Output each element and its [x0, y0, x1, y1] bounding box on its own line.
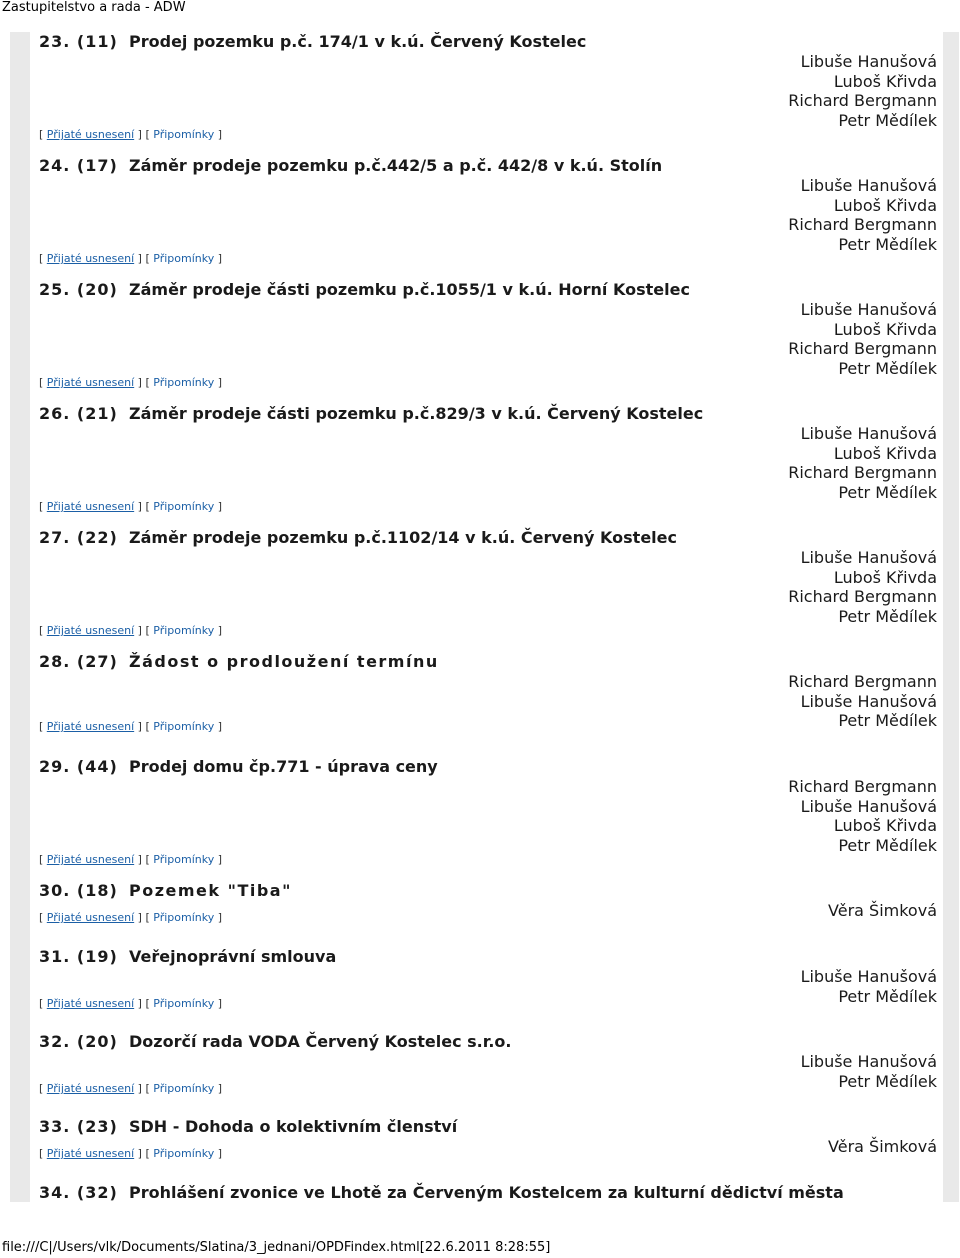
bracket: ] [217, 997, 223, 1010]
agenda-item-header [30, 404, 943, 424]
agenda-item-number: 31. (19) [39, 947, 118, 966]
agenda-item-header [30, 881, 943, 901]
bracket: ] [217, 128, 223, 141]
agenda-item-title: Pozemek "Tiba" [129, 881, 292, 900]
agenda-item [30, 1117, 943, 1160]
speaker-name: Petr Mědílek [838, 110, 937, 130]
bracket: ] [137, 252, 142, 265]
bracket: [ [39, 911, 44, 924]
speaker-list [30, 424, 943, 502]
bracket: [ [145, 1147, 150, 1160]
agenda-item-title: Záměr prodeje části pozemku p.č.1055/1 v k.ú. Horní Kostelec [129, 280, 690, 299]
accepted-resolution-link[interactable]: Přijaté usnesení [46, 997, 135, 1010]
agenda-item-header [30, 652, 943, 672]
speaker-name: Richard Bergmann [788, 463, 937, 482]
file-path: file:///C|/Users/vlk/Documents/Slatina/3_jednani/OPDFindex.html[22.6.2011 8:28:55] [2, 1240, 551, 1255]
bracket: ] [217, 1082, 223, 1095]
bracket: [ [145, 1082, 150, 1095]
speaker-name: Petr Mědílek [838, 835, 937, 855]
agenda-item-number: 27. (22) [39, 528, 118, 547]
speaker-name: Petr Mědílek [838, 482, 937, 502]
bracket: ] [217, 500, 223, 513]
bracket: [ [145, 997, 150, 1010]
agenda-item-title: Prodej pozemku p.č. 174/1 v k.ú. Červený Kostelec [129, 32, 587, 51]
speaker-name: Petr Mědílek [838, 358, 937, 378]
agenda-item-number: 33. (23) [39, 1117, 118, 1136]
bracket: [ [145, 911, 150, 924]
left-margin-bar [10, 32, 30, 1202]
item-links [30, 997, 222, 1011]
agenda-item-header [30, 947, 943, 967]
agenda-item-number: 28. (27) [39, 652, 118, 671]
accepted-resolution-link[interactable]: Přijaté usnesení [46, 624, 135, 637]
comments-link[interactable]: Připomínky [153, 1082, 215, 1095]
agenda-item-header [30, 1117, 943, 1137]
agenda-item-title: Žádost o prodloužení termínu [129, 652, 439, 671]
agenda-item-title: Záměr prodeje pozemku p.č.442/5 a p.č. 442/8 v k.ú. Stolín [129, 156, 663, 175]
comments-link[interactable]: Připomínky [153, 128, 215, 141]
accepted-resolution-link[interactable]: Přijaté usnesení [46, 1147, 135, 1160]
comments-link[interactable]: Připomínky [153, 500, 215, 513]
speaker-name: Věra Šimková [828, 1137, 937, 1156]
bracket: ] [137, 997, 142, 1010]
bracket: [ [39, 1147, 44, 1160]
speaker-name: Luboš Křivda [833, 816, 937, 835]
bracket: [ [39, 997, 44, 1010]
bracket: ] [217, 624, 223, 637]
bracket: ] [137, 500, 142, 513]
bracket: [ [39, 853, 44, 866]
bracket: ] [137, 853, 142, 866]
speaker-name: Luboš Křivda [833, 319, 937, 339]
accepted-resolution-link[interactable]: Přijaté usnesení [46, 911, 135, 924]
comments-link[interactable]: Připomínky [153, 997, 215, 1010]
agenda-item [30, 32, 943, 141]
bracket: [ [145, 252, 150, 265]
bracket: ] [217, 252, 223, 265]
agenda-item [30, 652, 943, 731]
bracket: ] [137, 376, 142, 389]
speaker-name: Libuše Hanušová [800, 300, 937, 319]
speaker-name: Richard Bergmann [788, 339, 937, 358]
speaker-name: Libuše Hanušová [800, 691, 937, 711]
agenda-item [30, 404, 943, 513]
comments-link[interactable]: Připomínky [153, 853, 215, 866]
agenda-item-number: 24. (17) [39, 156, 118, 175]
speaker-name: Luboš Křivda [833, 443, 937, 463]
comments-link[interactable]: Připomínky [153, 252, 215, 265]
bracket: [ [145, 376, 150, 389]
comments-link[interactable]: Připomínky [153, 1147, 215, 1160]
bracket: [ [145, 624, 150, 637]
speaker-name: Petr Mědílek [838, 986, 937, 1006]
speaker-name: Richard Bergmann [788, 215, 937, 234]
bracket: [ [145, 720, 150, 733]
item-links [30, 1147, 222, 1161]
right-scrollbar[interactable] [943, 32, 959, 1202]
window-title: Zastupitelstvo a rada - ADW [2, 0, 186, 15]
agenda-item [30, 947, 943, 1010]
speaker-list [30, 777, 943, 855]
agenda-item-number: 26. (21) [39, 404, 118, 423]
item-links [30, 252, 222, 266]
bracket: ] [137, 624, 142, 637]
agenda-item-header [30, 1032, 943, 1052]
speaker-list [30, 52, 943, 130]
agenda-item-title: Záměr prodeje pozemku p.č.1102/14 v k.ú. Červený Kostelec [129, 528, 677, 547]
bracket: ] [217, 911, 223, 924]
speaker-name: Petr Mědílek [838, 234, 937, 254]
agenda-item-title: Veřejnoprávní smlouva [129, 947, 337, 966]
speaker-list [30, 176, 943, 254]
bracket: ] [137, 911, 142, 924]
item-links [30, 911, 222, 925]
speaker-list [30, 300, 943, 378]
accepted-resolution-link[interactable]: Přijaté usnesení [46, 853, 135, 866]
agenda-item-title: Prohlášení zvonice ve Lhotě za Červeným Kostelcem za kulturní dědictví města [129, 1183, 844, 1202]
speaker-name: Richard Bergmann [788, 91, 937, 110]
comments-link[interactable]: Připomínky [153, 624, 215, 637]
speaker-name: Libuše Hanušová [800, 1052, 937, 1071]
bracket: [ [39, 376, 44, 389]
agenda-item-header [30, 32, 943, 52]
agenda-item [30, 528, 943, 637]
speaker-name: Libuše Hanušová [800, 176, 937, 195]
agenda-item-title: Prodej domu čp.771 - úprava ceny [129, 757, 438, 776]
bracket: ] [137, 720, 142, 733]
speaker-name: Libuše Hanušová [800, 796, 937, 816]
agenda-item-title: SDH - Dohoda o kolektivním členství [129, 1117, 458, 1136]
bracket: ] [137, 1082, 142, 1095]
agenda-item-number: 32. (20) [39, 1032, 118, 1051]
speaker-name: Richard Bergmann [788, 587, 937, 606]
agenda-item [30, 280, 943, 389]
comments-link[interactable]: Připomínky [153, 720, 215, 733]
item-links [30, 1082, 222, 1096]
bracket: [ [39, 500, 44, 513]
bracket: [ [145, 500, 150, 513]
speaker-name: Libuše Hanušová [800, 548, 937, 567]
accepted-resolution-link[interactable]: Přijaté usnesení [46, 252, 135, 265]
comments-link[interactable]: Připomínky [153, 376, 215, 389]
speaker-name: Petr Mědílek [838, 1071, 937, 1091]
bracket: ] [137, 1147, 142, 1160]
agenda-item-number: 34. (32) [39, 1183, 118, 1202]
bracket: ] [137, 128, 142, 141]
item-links [30, 376, 222, 390]
agenda-item-number: 23. (11) [39, 32, 118, 51]
agenda-item [30, 156, 943, 265]
bracket: [ [39, 624, 44, 637]
bracket: [ [145, 128, 150, 141]
bracket: [ [39, 1082, 44, 1095]
item-links [30, 720, 222, 734]
agenda-item-header [30, 757, 943, 777]
agenda-item-title: Záměr prodeje části pozemku p.č.829/3 v k.ú. Červený Kostelec [129, 404, 704, 423]
speaker-name: Petr Mědílek [838, 606, 937, 626]
agenda-list [30, 32, 943, 1202]
speaker-name: Richard Bergmann [788, 777, 937, 796]
agenda-item-header [30, 156, 943, 176]
comments-link[interactable]: Připomínky [153, 911, 215, 924]
bracket: ] [217, 1147, 223, 1160]
agenda-item-number: 29. (44) [39, 757, 118, 776]
speaker-name: Richard Bergmann [788, 672, 937, 691]
accepted-resolution-link[interactable]: Přijaté usnesení [46, 720, 135, 733]
speaker-name: Libuše Hanušová [800, 424, 937, 443]
accepted-resolution-link[interactable]: Přijaté usnesení [46, 1082, 135, 1095]
agenda-item-header [30, 280, 943, 300]
speaker-name: Petr Mědílek [838, 711, 937, 730]
bracket: [ [145, 853, 150, 866]
bracket: ] [217, 376, 223, 389]
accepted-resolution-link[interactable]: Přijaté usnesení [46, 128, 135, 141]
item-links [30, 624, 222, 638]
agenda-item-number: 30. (18) [39, 881, 118, 900]
bracket: ] [217, 720, 223, 733]
speaker-name: Luboš Křivda [833, 195, 937, 215]
bracket: [ [39, 252, 44, 265]
agenda-item [30, 1183, 943, 1202]
agenda-item [30, 757, 943, 866]
item-links [30, 853, 222, 867]
item-links [30, 500, 222, 514]
agenda-item [30, 881, 943, 924]
agenda-item [30, 1032, 943, 1095]
speaker-name: Věra Šimková [828, 901, 937, 920]
bracket: [ [39, 720, 44, 733]
agenda-item-header [30, 528, 943, 548]
item-links [30, 128, 222, 142]
speaker-name: Luboš Křivda [833, 71, 937, 91]
accepted-resolution-link[interactable]: Přijaté usnesení [46, 500, 135, 513]
bracket: ] [217, 853, 223, 866]
speaker-name: Libuše Hanušová [800, 52, 937, 71]
speaker-list [30, 548, 943, 626]
speaker-name: Luboš Křivda [833, 567, 937, 587]
bracket: [ [39, 128, 44, 141]
agenda-item-header [30, 1183, 943, 1202]
accepted-resolution-link[interactable]: Přijaté usnesení [46, 376, 135, 389]
agenda-item-number: 25. (20) [39, 280, 118, 299]
agenda-item-title: Dozorčí rada VODA Červený Kostelec s.r.o. [129, 1032, 512, 1051]
speaker-name: Libuše Hanušová [800, 967, 937, 986]
